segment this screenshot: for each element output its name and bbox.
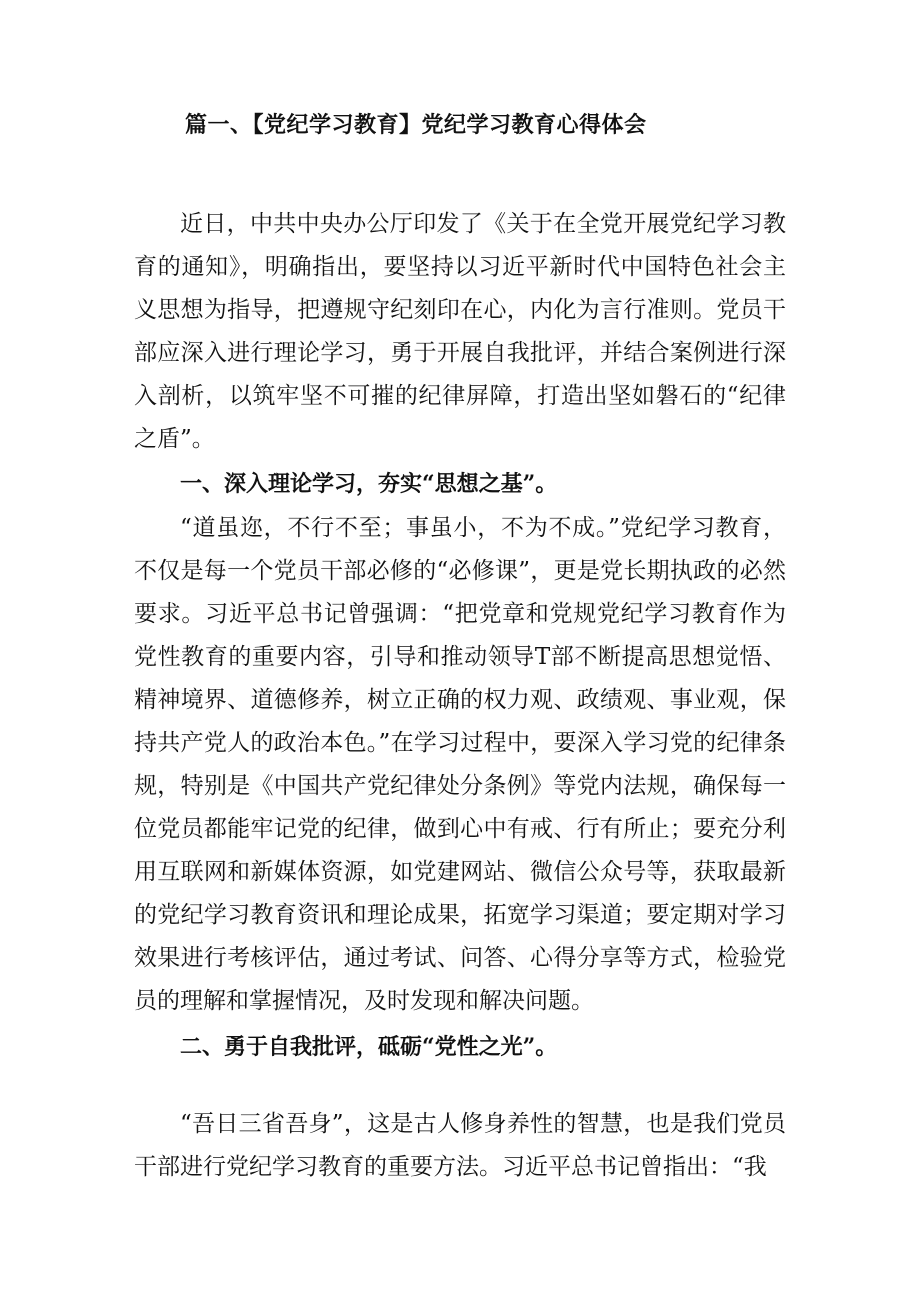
paragraph-section-1: “道虽迩，不行不至；事虽小，不为不成。”党纪学习教育，不仅是每一个党员干部必修的“必修课”，更是党长期执政的必然要求。习近平总书记曾强调：“把党章和党规党纪学习教育作为党性教育的重要内容，引导和推动领导T部不断提高思想觉悟、精神境界、道德修养，树立正确的权力观、政绩观、事业观，保持共产党人的政治本色。”在学习过程中，要深入学习党的纪律条规，特别是《中国共产党纪律处分条例》等党内法规，确保每一位党员都能牢记党的纪律，做到心中有戒、行有所止；要充分利用互联网和新媒体资源，如党建网站、微信公众号等，获取最新的党纪学习教育资讯和理论成果，拓宽学习渠道；要定期对学习效果进行考核评估，通过考试、问答、心得分享等方式，检验党员的理解和掌握情况，及时发现和解决问题。 xyxy=(134,515,786,1014)
document-title: 篇一、【党纪学习教育】党纪学习教育心得体会 xyxy=(185,112,647,138)
paragraph-section-2: “吾日三省吾身”，这是古人修身养性的智慧，也是我们党员干部进行党纪学习教育的重要方法。习近平总书记曾指出：“我 xyxy=(134,1111,786,1180)
section-heading-1: 一、深入理论学习，夯实“思想之基”。 xyxy=(180,471,558,497)
section-heading-2: 二、勇于自我批评，砥砺“党性之光”。 xyxy=(180,1034,558,1060)
paragraph-intro: 近日，中共中央办公厅印发了《关于在全党开展党纪学习教育的通知》，明确指出，要坚持以习近平新时代中国特色社会主义思想为指导，把遵规守纪刻印在心，内化为言行准则。党员干部应深入进行理论学习，勇于开展自我批评，并结合案例进行深入剖析，以筑牢坚不可摧的纪律屏障，打造出坚如磐石的“纪律之盾”。 xyxy=(134,211,786,452)
